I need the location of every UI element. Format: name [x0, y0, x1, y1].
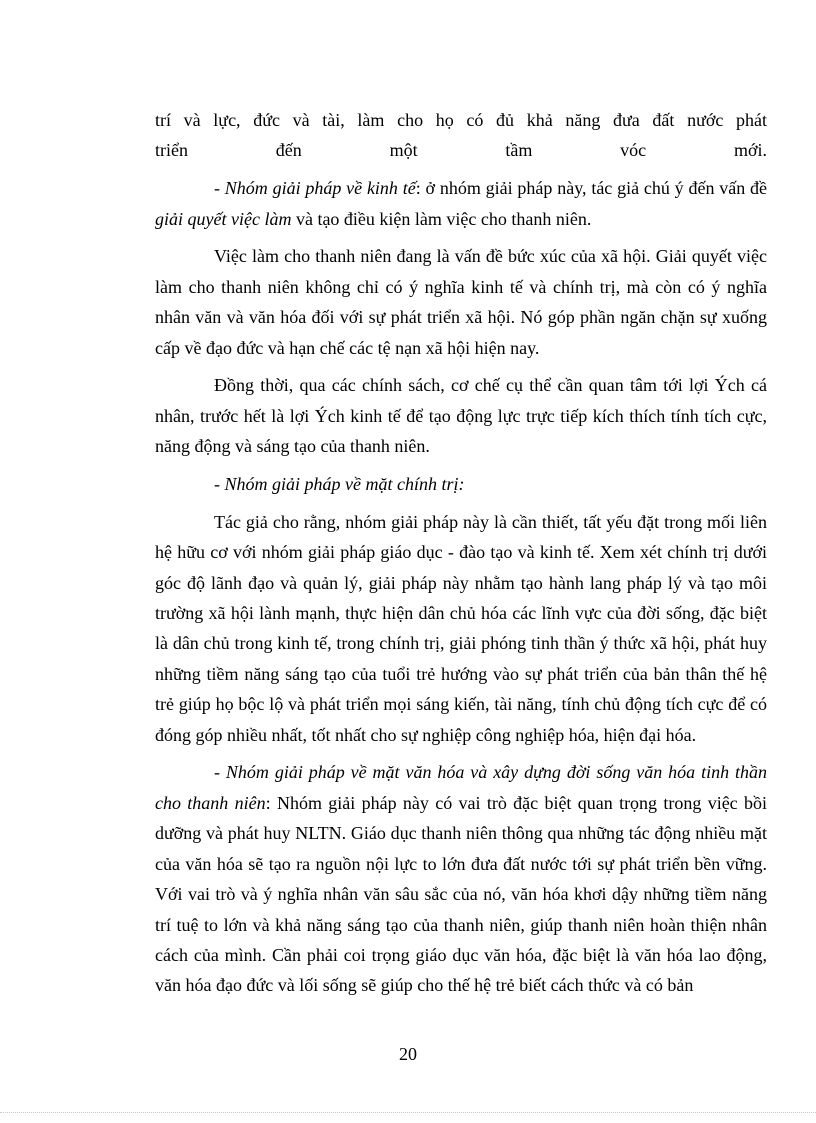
economic-solutions-text-1: : ở nhóm giải pháp này, tác giả chú ý đến vấn đề	[415, 178, 768, 199]
paragraph-economic-solutions	[155, 173, 767, 234]
document-body	[155, 105, 767, 1008]
cultural-solutions-text: : Nhóm giải pháp này có vai trò đặc biệt quan trọng trong việc bồi dưỡng và phát huy NLTN. Giáo dục thanh niên thông qua những tác động nhiều mặt của văn hóa sẽ tạo ra nguồn nội lực to lớn đưa đất nước tới sự phát triển bền vững. Với vai trò và ý nghĩa nhân văn sâu sắc của nó, văn hóa khơi dậy những tiềm năng trí tuệ to lớn và khả năng sáng tạo của thanh niên, giúp thanh niên hoàn thiện nhân cách của mình. Cần phải coi trọng giáo dục văn hóa, đặc biệt là văn hóa lao động, văn hóa đạo đức và lối sống sẽ giúp cho thế hệ trẻ biết cách thức và có bản	[155, 792, 767, 996]
paragraph-youth-employment: Việc làm cho thanh niên đang là vấn đề bức xúc của xã hội. Giải quyết việc làm cho thanh niên không chỉ có ý nghĩa kinh tế và chính trị, mà còn có ý nghĩa nhân văn và văn hóa đối với sự phát triển xã hội. Nó góp phần ngăn chặn sự xuống cấp về đạo đức và hạn chế các tệ nạn xã hội hiện nay.	[155, 246, 767, 358]
paragraph-continuation	[155, 105, 767, 166]
paragraph-cultural-solutions	[155, 757, 767, 1000]
page-number: 20	[399, 1044, 417, 1064]
continuation-line-2: triển đến một tầm vóc mới.	[155, 140, 767, 161]
economic-solutions-emphasis: giải quyết việc làm	[155, 208, 292, 229]
page-bottom-border	[0, 1112, 816, 1113]
continuation-line-1: trí và lực, đức và tài, làm cho họ có đủ khả năng đưa đất nước phát	[155, 110, 767, 130]
economic-solutions-heading: - Nhóm giải pháp về kinh tế	[214, 178, 416, 199]
political-solutions-heading: - Nhóm giải pháp về mặt chính trị:	[214, 474, 465, 495]
paragraph-policies: Đồng thời, qua các chính sách, cơ chế cụ thể cần quan tâm tới lợi Ých cá nhân, trước hết là lợi Ých kinh tế để tạo động lực trực tiếp kích thích tính tích cực, năng động và sáng tạo của thanh niên.	[155, 375, 767, 457]
cultural-solutions-heading: - Nhóm giải pháp về mặt văn hóa và xây dựng đời sống văn hóa tinh thần cho thanh niên	[155, 762, 767, 813]
paragraph-political-solutions: Tác giả cho rằng, nhóm giải pháp này là cần thiết, tất yếu đặt trong mối liên hệ hữu cơ với nhóm giải pháp giáo dục - đào tạo và kinh tế. Xem xét chính trị dưới góc độ lãnh đạo và quản lý, giải pháp này nhằm tạo hành lang pháp lý và tạo môi trường xã hội lành mạnh, thực hiện dân chủ hóa các lĩnh vực của đời sống, đặc biệt là dân chủ trong kinh tế, trong chính trị, giải phóng tinh thần ý thức xã hội, phát huy những tiềm năng sáng tạo của tuổi trẻ hướng vào sự phát triển của bản thân thế hệ trẻ giúp họ bộc lộ và phát triển mọi sáng kiến, tài năng, tính chủ động tích cực để có đóng góp nhiều nhất, tốt nhất cho sự nghiệp công nghiệp hóa, hiện đại hóa.	[155, 511, 767, 745]
economic-solutions-text-2: và tạo điều kiện làm việc cho thanh niên.	[291, 208, 592, 229]
